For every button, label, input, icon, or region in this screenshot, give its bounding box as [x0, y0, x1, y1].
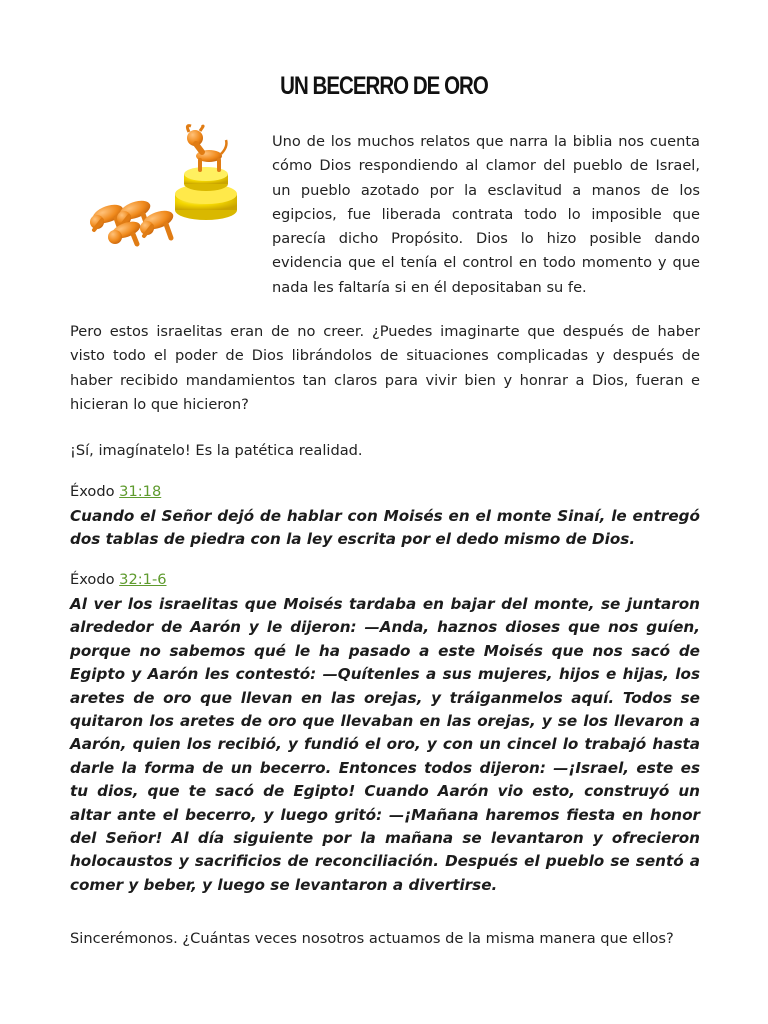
- body-paragraph-2: ¡Sí, imagínatelo! Es la patética realidad.: [70, 442, 363, 459]
- page-title: UN BECERRO DE ORO: [280, 72, 488, 100]
- intro-paragraph: Uno de los muchos relatos que narra la biblia nos cuenta cómo Dios respondiendo al clamor del pueblo de Israel, un pueblo azotado por la esclavitud a manos de los egipcios, fue liberada contrata todo lo imposible que parecía dicho Propósito. Dios lo hizo posible dando evidencia que el tenía el control en todo momento y que nada les faltaría si en él depositaban su fe.: [272, 133, 700, 296]
- body-paragraph-1: Pero estos israelitas eran de no creer. ¿Puedes imaginarte que después de haber visto todo el poder de Dios librándolos de situaciones complicadas y después de haber recibido mandamientos tan claros para vivir bien y honrar a Dios, fueran e hicieran lo que hicieron?: [70, 323, 700, 413]
- verse-text-2: Al ver los israelitas que Moisés tardaba en bajar del monte, se juntaron alrededor de Aarón y le dijeron: —Anda, haznos dioses que nos guíen, porque no sabemos qué le ha pasado a este Moisés que nos sacó de Egipto y Aarón les contestó: —Quítenles a sus mujeres, hijos e hijas, los aretes de oro que llevan en las orejas, y tráiganmelos aquí. Todos se quitaron los aretes de oro que llevaban en las orejas, y se los llevaron a Aarón, quien los recibió, y fundió el oro, y con un cincel lo trabajó hasta darle la forma de un becerro. Entonces todos dijeron: —¡Israel, este es tu dios, que te sacó de Egipto! Cuando Aarón vio esto, construyó un altar ante el becerro, y luego gritó: —¡Mañana haremos fiesta en honor del Señor! Al día siguiente por la mañana se levantaron y ofrecieron holocaustos y sacrificios de reconciliación. Después el pueblo se sentó a comer y beber, y luego se levantaron a divertirse.: [70, 595, 700, 894]
- verse-link-31-18[interactable]: 31:18: [119, 483, 162, 500]
- verse-text-1: Cuando el Señor dejó de hablar con Moisés en el monte Sinaí, le entregó dos tablas de piedra con la ley escrita por el dedo mismo de Dios.: [70, 507, 700, 549]
- verse-link-32-1-6[interactable]: 32:1-6: [119, 571, 167, 588]
- book-name: Éxodo: [70, 483, 120, 500]
- book-name: Éxodo: [70, 571, 120, 588]
- scripture-reference-1: [70, 482, 161, 502]
- golden-calf-worship-icon: [88, 122, 248, 247]
- closing-paragraph: Sincerémonos. ¿Cuántas veces nosotros actuamos de la misma manera que ellos?: [70, 930, 674, 947]
- scripture-reference-2: [70, 570, 167, 590]
